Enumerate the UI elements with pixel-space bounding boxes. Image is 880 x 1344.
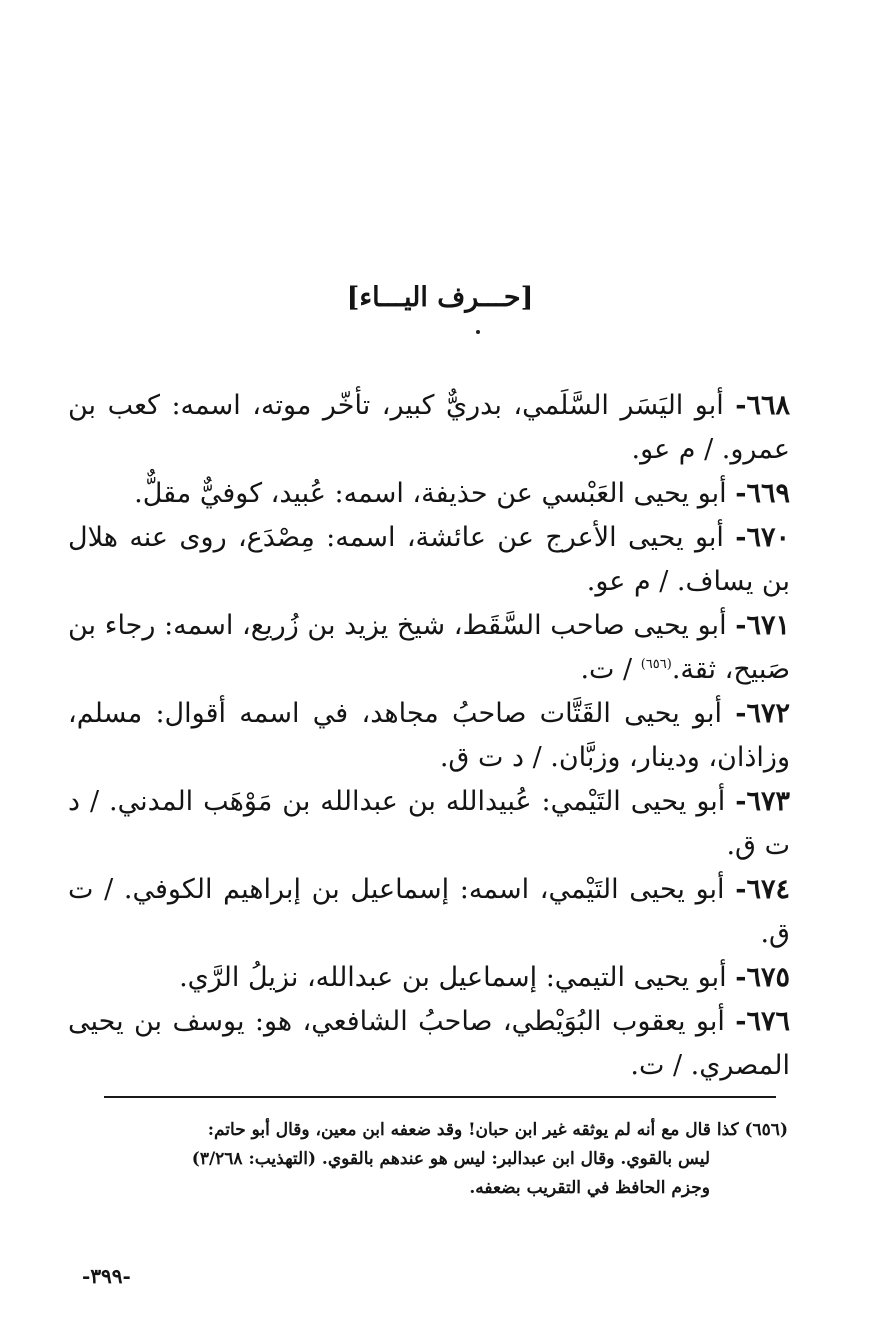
entry-text: أبو اليَسَر السَّلَمي، بدريٌّ كبير، تأخّر موته، اسمه: كعب بن عمرو. / م عو. [68, 390, 790, 465]
entry-671 [68, 604, 790, 692]
page-number: -٣٩٩- [82, 1264, 131, 1288]
entry-number: ٦٧٠- [735, 522, 790, 553]
entry-text: أبو يحيى القَتَّات صاحبُ مجاهد، في اسمه أقوال: مسلم، وزاذان، ودينار، وزبَّان. / د ت ق. [68, 698, 790, 773]
entry-text: أبو يحيى التَيْمي، اسمه: إسماعيل بن إبراهيم الكوفي. / ت ق. [68, 874, 790, 949]
entry-text: أبو يعقوب البُوَيْطي، صاحبُ الشافعي، هو: يوسف بن يحيى المصري. / ت. [68, 1006, 790, 1081]
entry-number: ٦٧٥- [735, 962, 790, 993]
footnote-line: (٦٥٦) كذا قال مع أنه لم يوثقه غير ابن حبان! وقد ضعفه ابن معين، وقال أبو حاتم: [207, 1120, 788, 1140]
entry-number: ٦٦٨- [735, 390, 790, 421]
footnote-656 [78, 1116, 788, 1203]
entry-number: ٦٦٩- [735, 478, 790, 509]
entry-676 [68, 1000, 790, 1088]
entry-number: ٦٧٦- [735, 1006, 790, 1037]
entry-668 [68, 384, 790, 472]
entry-670 [68, 516, 790, 604]
entry-669 [68, 472, 790, 516]
entry-text: أبو يحيى التَيْمي: عُبيدالله بن عبدالله بن مَوْهَب المدني. / د ت ق. [68, 786, 790, 861]
footnote-divider [104, 1096, 776, 1098]
entry-number: ٦٧٤- [735, 874, 790, 905]
entry-text: أبو يحيى التيمي: إسماعيل بن عبدالله، نزيلُ الرَّي. [179, 962, 736, 993]
footnote-line: ليس بالقوي. وقال ابن عبدالبر: ليس هو عندهم بالقوي. (التهذيب: ٣/٢٦٨) [191, 1149, 710, 1169]
entry-list [68, 384, 790, 1088]
entry-675 [68, 956, 790, 1000]
entry-text: أبو يحيى الأعرج عن عائشة، اسمه: مِصْدَع، روى عنه هلال بن يساف. / م عو. [68, 522, 790, 597]
heading-dot [476, 330, 480, 334]
footnote-reference[interactable]: (٦٥٦) [640, 657, 672, 672]
entry-674 [68, 868, 790, 956]
entry-number: ٦٧١- [735, 610, 790, 641]
entry-number: ٦٧٣- [735, 786, 790, 817]
entry-673 [68, 780, 790, 868]
entry-672 [68, 692, 790, 780]
entry-text: أبو يحيى العَبْسي عن حذيفة، اسمه: عُبيد، كوفيٌّ مقلٌّ. [134, 478, 736, 509]
entry-text-tail: / ت. [580, 654, 641, 685]
entry-text: أبو يحيى صاحب السَّقَط، شيخ يزيد بن زُريع، اسمه: رجاء بن صَبيح، ثقة. [68, 610, 790, 685]
footnote-line: وجزم الحافظ في التقريب بضعفه. [469, 1178, 710, 1198]
section-heading: [حـــرف اليـــاء] [346, 282, 534, 313]
entry-number: ٦٧٢- [735, 698, 790, 729]
